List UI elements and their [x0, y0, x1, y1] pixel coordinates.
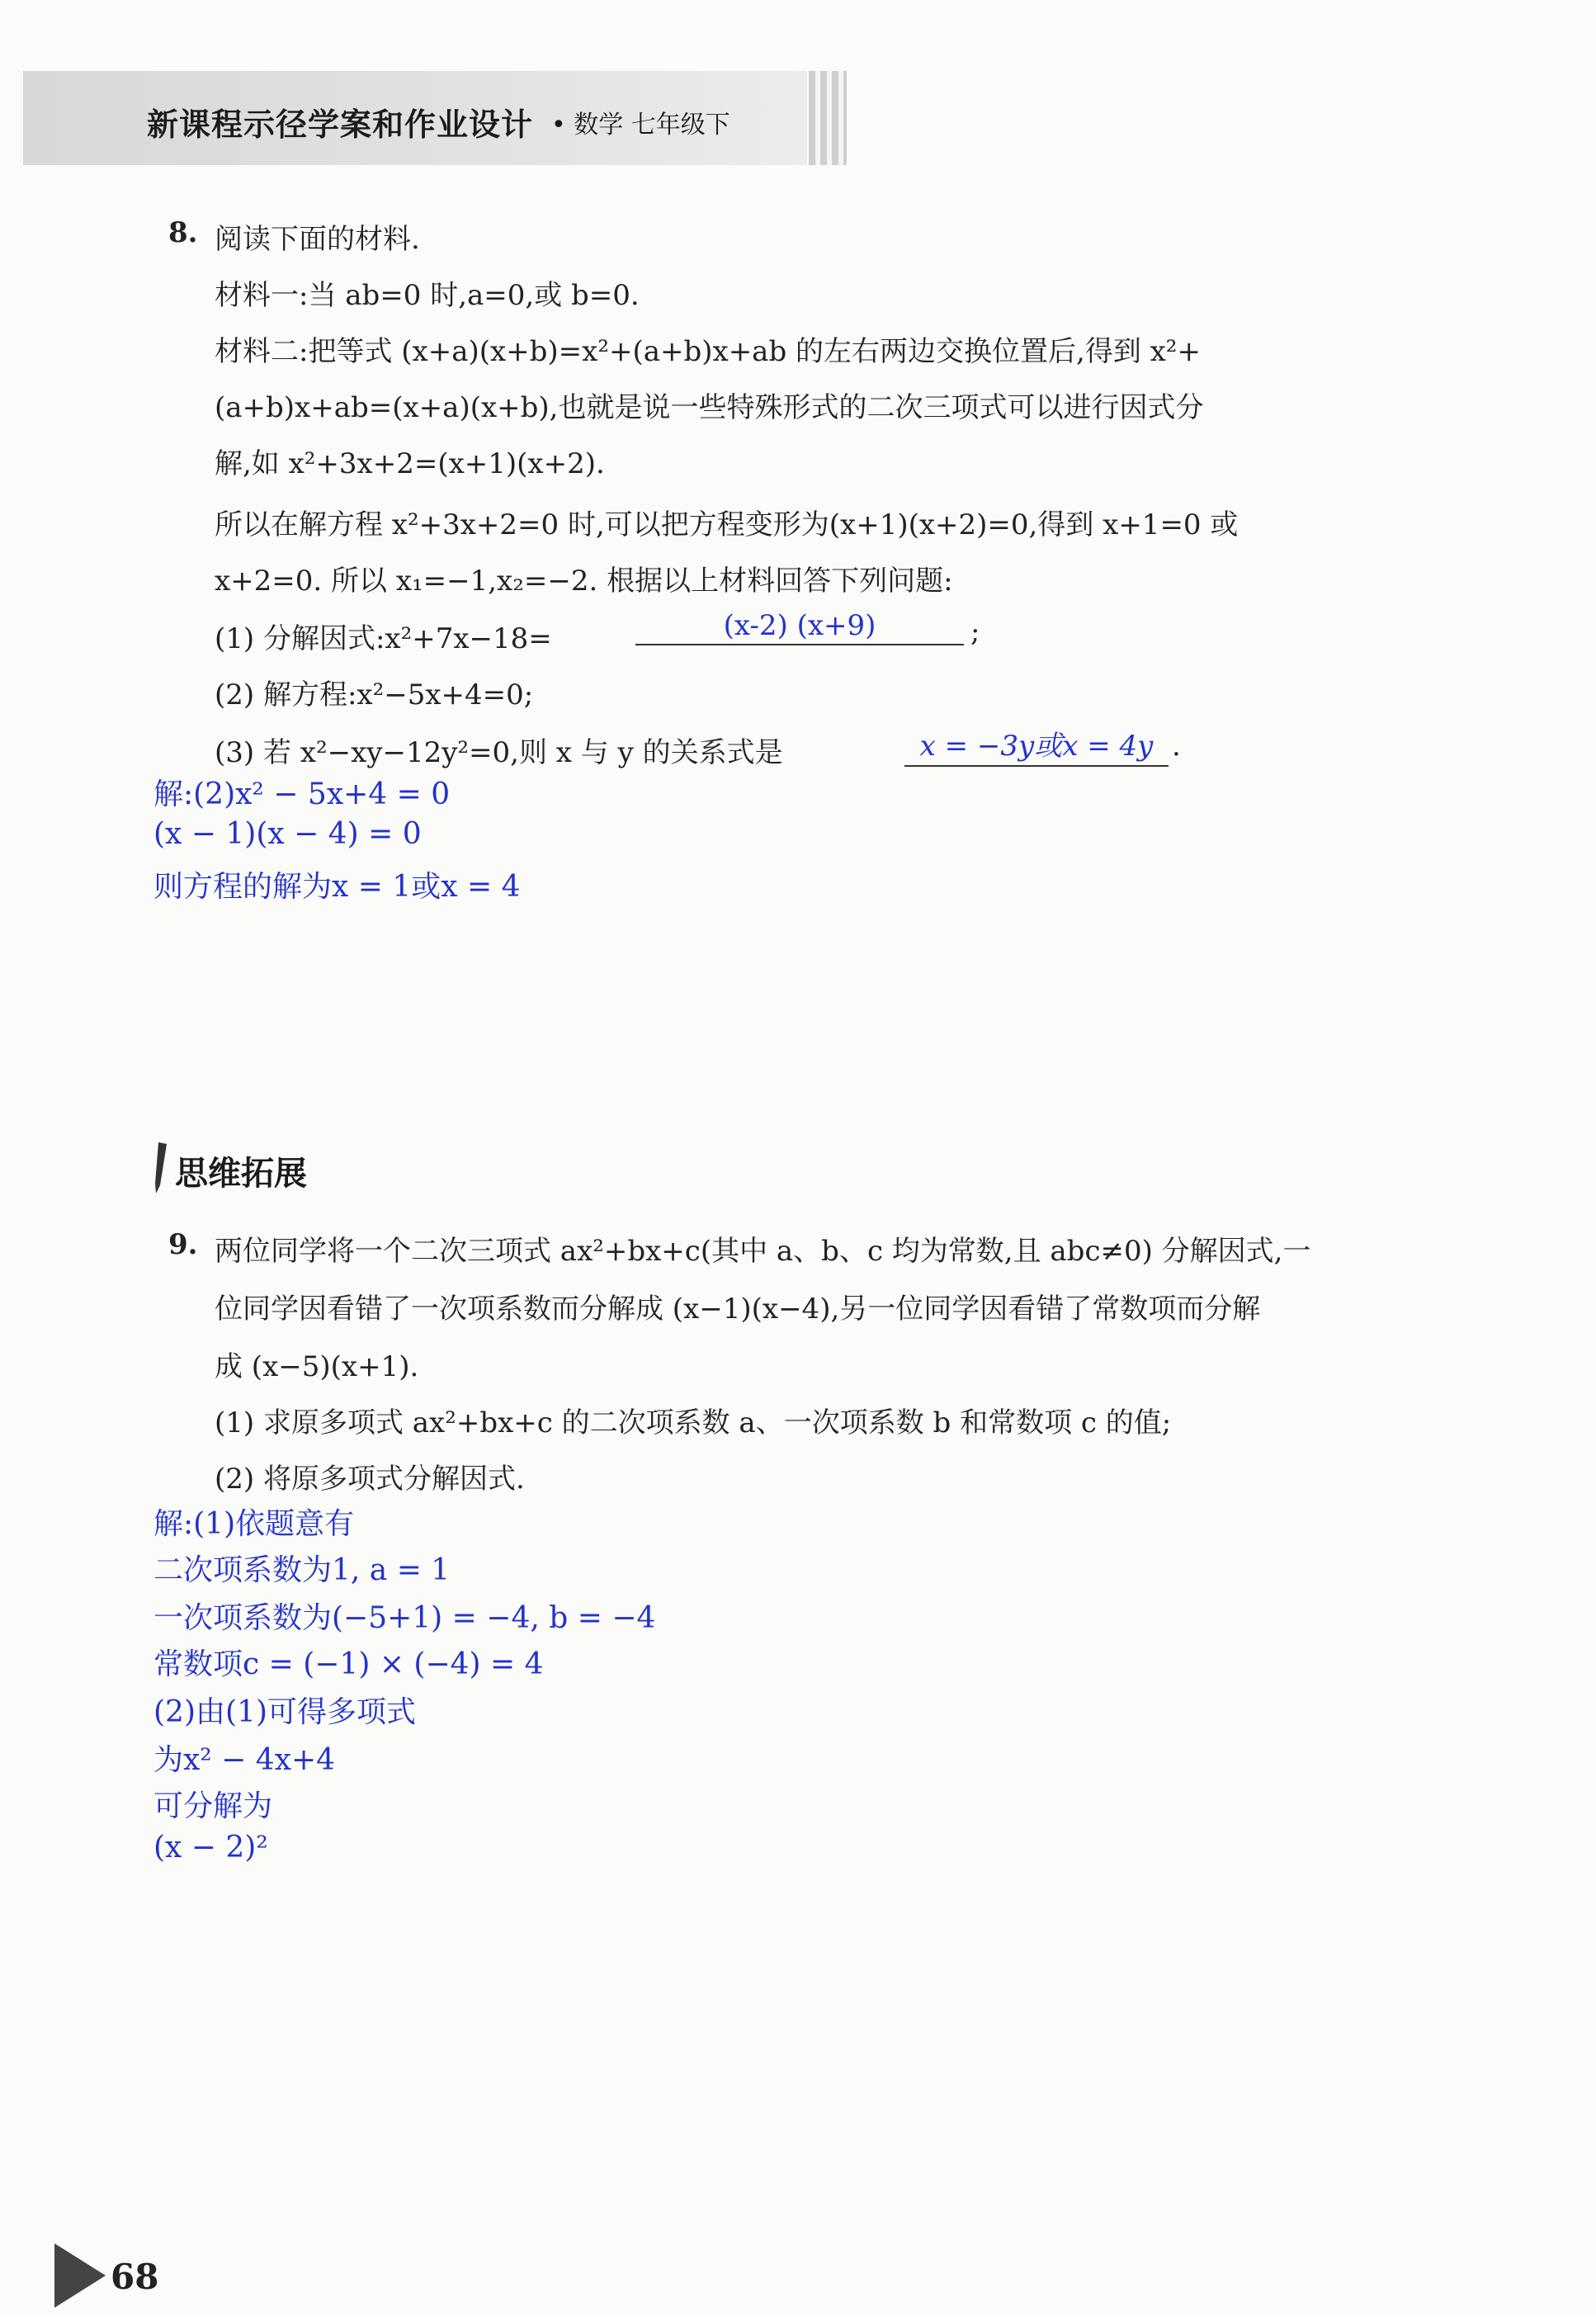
question-9-number: 9.: [168, 1228, 198, 1261]
q9-line: (1) 求原多项式 ax²+bx+c 的二次项系数 a、一次项系数 b 和常数项 c 的值;: [215, 1406, 1172, 1439]
q8-part1-text: (1) 分解因式:x²+7x−18=: [215, 622, 552, 655]
q8-part3-end: .: [1172, 730, 1181, 763]
q8-solution-line: 则方程的解为x = 1或x = 4: [153, 870, 521, 904]
q9-line: 两位同学将一个二次三项式 ax²+bx+c(其中 a、b、c 均为常数,且 abc≠0) 分解因式,一: [215, 1235, 1311, 1268]
page-number: 68: [111, 2257, 159, 2297]
q9-solution-line: (x − 2)²: [153, 1831, 268, 1865]
page-arrow-icon: [54, 2243, 106, 2308]
q8-line: 材料二:把等式 (x+a)(x+b)=x²+(a+b)x+ab 的左右两边交换位置后,得到 x²+: [215, 335, 1201, 368]
question-8-number: 8.: [168, 216, 198, 249]
q8-line: x+2=0. 所以 x₁=−1,x₂=−2. 根据以上材料回答下列问题:: [215, 565, 953, 598]
q8-line: 阅读下面的材料.: [215, 223, 420, 256]
q9-line: 位同学因看错了一次项系数而分解成 (x−1)(x−4),另一位同学因看错了常数项而分解: [215, 1293, 1261, 1326]
q8-part1-answer: (x-2) (x+9): [635, 609, 964, 645]
q8-line: 解,如 x²+3x+2=(x+1)(x+2).: [215, 447, 605, 480]
q9-line: 成 (x−5)(x+1).: [215, 1350, 419, 1383]
q9-solution-line: 为x² − 4x+4: [153, 1743, 336, 1777]
q8-line: 材料一:当 ab=0 时,a=0,或 b=0.: [215, 279, 640, 312]
section-title: 思维拓展: [175, 1155, 307, 1193]
book-subtitle: • 数学 七年级下: [551, 111, 730, 139]
q9-solution-line: 二次项系数为1, a = 1: [153, 1553, 451, 1587]
book-title: 新课程示径学案和作业设计: [147, 106, 534, 143]
q8-line: (a+b)x+ab=(x+a)(x+b),也就是说一些特殊形式的二次三项式可以进行因式分: [215, 391, 1204, 424]
q8-part3-answer: x = −3y或x = 4y: [904, 723, 1169, 767]
q8-part1-end: ;: [970, 616, 980, 649]
q8-part3-text: (3) 若 x²−xy−12y²=0,则 x 与 y 的关系式是: [215, 736, 783, 769]
header-stripes: [809, 71, 847, 165]
q8-part2-text: (2) 解方程:x²−5x+4=0;: [215, 678, 534, 711]
q9-solution-line: 一次项系数为(−5+1) = −4, b = −4: [153, 1601, 656, 1635]
q9-line: (2) 将原多项式分解因式.: [215, 1463, 525, 1496]
q9-solution-line: 可分解为: [153, 1789, 273, 1823]
pencil-icon: [152, 1142, 170, 1193]
q8-solution-line: 解:(2)x² − 5x+4 = 0: [153, 778, 451, 811]
q9-solution-line: 解:(1)依题意有: [153, 1507, 355, 1541]
q9-solution-line: (2)由(1)可得多项式: [153, 1695, 416, 1729]
q8-solution-line: (x − 1)(x − 4) = 0: [153, 817, 422, 851]
q8-line: 所以在解方程 x²+3x+2=0 时,可以把方程变形为(x+1)(x+2)=0,得到 x+1=0 或: [215, 508, 1239, 541]
q9-solution-line: 常数项c = (−1) × (−4) = 4: [153, 1647, 544, 1681]
